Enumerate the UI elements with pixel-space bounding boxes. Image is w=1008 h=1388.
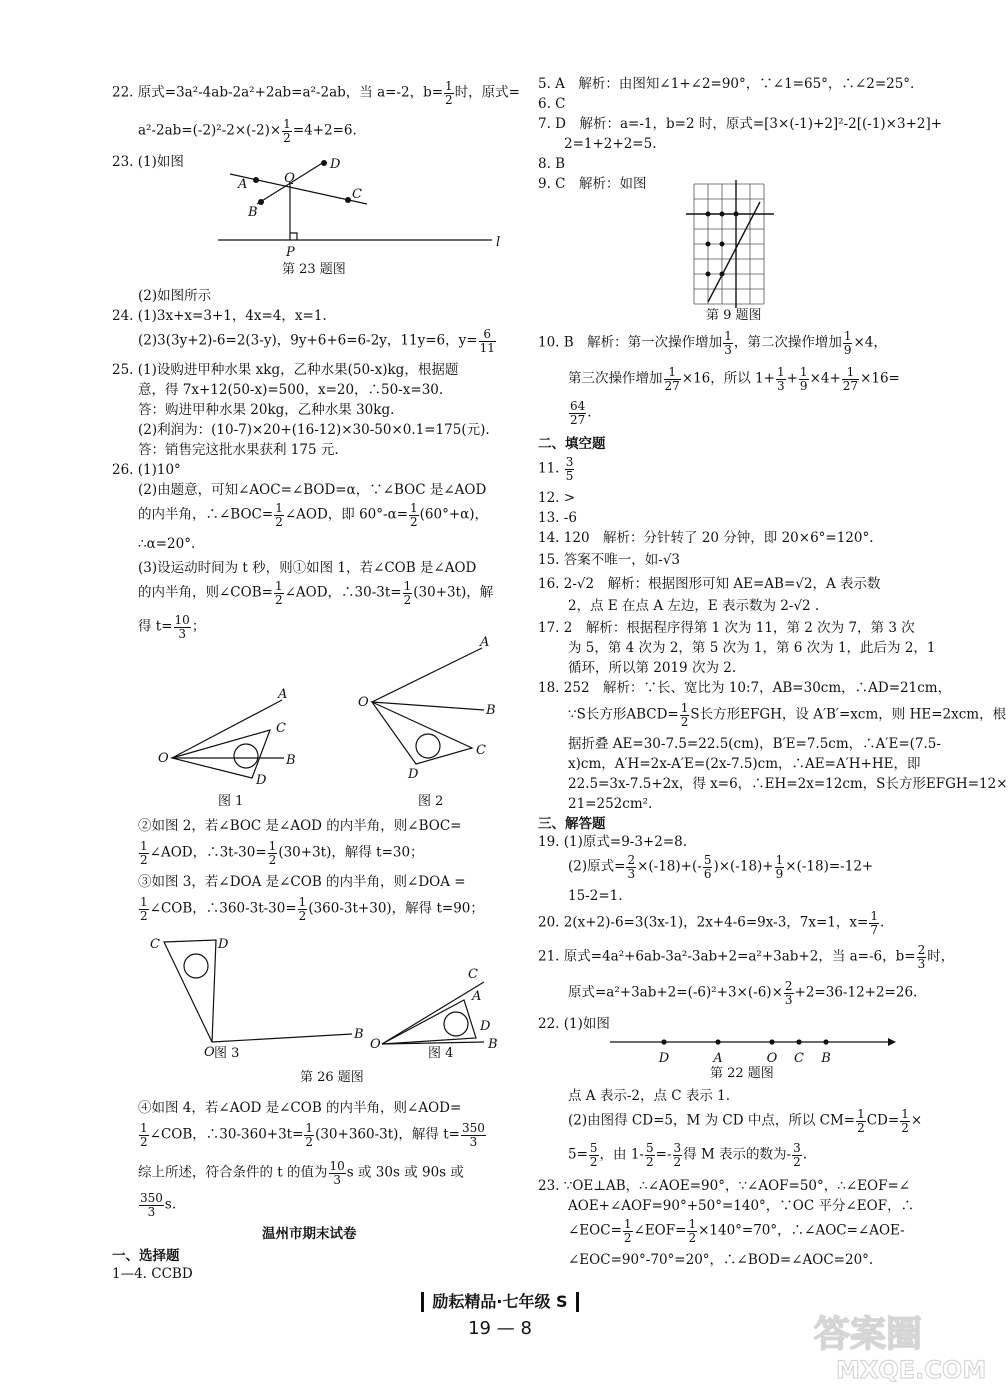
r10-line1: 10. B 解析：第一次操作增加 $\frac{1}{3}$ ，第二次操作增加 $\frac{1}{9}$ ×4， — [538, 329, 887, 357]
figure-26-2 — [352, 630, 502, 780]
q26-line6: 的内半角，则∠COB= $\frac{1}{2}$ ∠AOD，∴30-3t= $\frac{1}{2}$ (30+3t)，解 — [138, 579, 494, 607]
label-P: P — [286, 245, 295, 260]
q23-part1: 23. (1)如图 — [112, 154, 184, 170]
r16-line2: 2，点 E 在点 A 左边，E 表示数为 2-√2 . — [568, 598, 820, 614]
q23-part2: (2)如图所示 — [138, 288, 212, 304]
q26-line4: ∴α=20°. — [138, 536, 196, 552]
svg-text:D: D — [480, 1019, 491, 1034]
q26-line1: 26. (1)10° — [112, 462, 181, 478]
q25-line3: 答：购进甲种水果 20kg，乙种水果 30kg. — [138, 402, 395, 418]
r10-line3: $\frac{64}{27}$ . — [570, 399, 592, 427]
point-A — [253, 177, 259, 183]
svg-text:MXQE.COM: MXQE.COM — [836, 1356, 987, 1384]
book-brand: 励耘精品·七年级 S — [421, 1292, 578, 1312]
svg-text:D: D — [408, 767, 419, 782]
right-angle-mark — [290, 233, 297, 240]
q25-line4: (2)利润为：(10-7)×20+(16-12)×30-50×0.1=175(元). — [138, 422, 490, 438]
svg-text:C: C — [150, 937, 160, 952]
r22-part1: 22. (1)如图 — [538, 1016, 610, 1032]
q26-case4-line1: ④如图 4，若∠AOD 是∠COB 的内半角，则∠AOD= — [138, 1100, 462, 1116]
svg-text:A: A — [472, 989, 482, 1004]
r18-line4: x)cm，A′H=2x-A′E=(2x-7.5)cm，∴AE=A′H+HE，即 — [568, 756, 921, 772]
svg-text:B: B — [486, 703, 496, 718]
r19-line2: (2)原式= $\frac{2}{3}$ ×(-18)+(- $\frac{5}{6}$ )×(-18)+ $\frac{1}{9}$ ×(-18)=-12+ — [568, 853, 874, 881]
svg-text:D: D — [658, 1051, 670, 1066]
point-D — [321, 160, 327, 166]
r22-line3: (2)由图得 CD=5，M 为 CD 中点，所以 CM= $\frac{1}{2}$ CD= $\frac{1}{2}$ × — [568, 1107, 923, 1135]
figure-26-1 — [152, 674, 302, 788]
fig1-caption: 图 1 — [218, 794, 244, 809]
svg-text:C: C — [794, 1051, 804, 1066]
q26-case3-line1: ③如图 3，若∠DOA 是∠COB 的内半角，则∠DOA = — [138, 874, 466, 890]
section-solve: 三、解答题 — [538, 816, 606, 832]
r7-line1: 7. D 解析：a=-1，b=2 时，原式=[3×(-1)+2]²-2[(-1)×3+2]+ — [538, 116, 943, 132]
watermark-logo — [806, 1306, 992, 1384]
q26-case2-line1: ②如图 2，若∠BOC 是∠AOD 的内半角，则∠BOC= — [138, 818, 462, 834]
svg-text:C: C — [476, 743, 486, 758]
r21-line2: 原式=a²+3ab+2=(-6)²+3×(-6)× $\frac{2}{3}$ +2=36-12+2=26. — [568, 979, 918, 1007]
r15: 15. 答案不唯一，如-√3 — [538, 552, 681, 568]
svg-text:B: B — [821, 1051, 831, 1066]
r6: 6. C — [538, 96, 566, 112]
r23-line2: AOE+∠AOF=90°+50°=140°，∵OC 平分∠EOF，∴ — [568, 1198, 915, 1214]
r22-line4: 5= $\frac{5}{2}$ ，由 1- $\frac{5}{2}$ =- $\frac{3}{2}$ 得 M 表示的数为- $\frac{3}{2}$ . — [568, 1141, 808, 1169]
label-B: B — [248, 205, 258, 220]
r20: 20. 2(x+2)-6=3(3x-1)，2x+4-6=9x-3，7x=1，x= $\frac{1}{7}$ . — [538, 909, 885, 937]
svg-text:O: O — [204, 1045, 215, 1060]
fig22-caption: 第 22 题图 — [710, 1066, 774, 1081]
point-B — [258, 199, 264, 205]
point-C — [345, 197, 351, 203]
r7-line2: 2=1+2+2=5. — [564, 136, 657, 152]
figure-9 — [684, 180, 780, 310]
q25-line2: 意，得 7x+12(50-x)=500，x=20，∴50-x=30. — [138, 382, 444, 398]
fig3-caption: 图 3 — [214, 1046, 240, 1061]
r9: 9. C 解析：如图 — [538, 176, 647, 192]
r11: 11. $\frac{3}{5}$ — [538, 455, 574, 483]
r13: 13. -6 — [538, 510, 577, 526]
fig23-caption: 第 23 题图 — [282, 262, 346, 277]
q22-line1: 22. 原式=3a²-4ab-2a²+2ab=a²-2ab，当 a=-2，b= $\frac{1}{2}$ 时，原式= — [112, 79, 520, 107]
q26-line5: (3)设运动时间为 t 秒，则①如图 1，若∠COB 是∠AOD — [138, 560, 477, 576]
section-fill: 二、填空题 — [538, 436, 606, 452]
r17-line1: 17. 2 解析：根据程序得第 1 次为 11，第 2 次为 7，第 3 次 — [538, 620, 915, 636]
q26-line2: (2)由题意，可知∠AOC=∠BOD=α，∵∠BOC 是∠AOD — [138, 482, 487, 498]
r18-line3: 据折叠 AE=30-7.5=22.5(cm)，B′E=7.5cm，∴A′E=(7.5- — [568, 736, 941, 752]
svg-text:D: D — [218, 937, 229, 952]
q22-line2: a²-2ab=(-2)²-2×(-2)× $\frac{1}{2}$ =4+2=6. — [138, 117, 357, 145]
r14: 14. 120 解析：分针转了 20 分钟，即 20×6°=120°. — [538, 530, 874, 546]
svg-text:B: B — [354, 1027, 364, 1042]
q26-case3-line2: $\frac{1}{2}$ ∠COB，∴360-3t-30= $\frac{1}{2}$ (360-3t+30)，解得 t=90； — [140, 895, 484, 923]
r19-line1: 19. (1)原式=9-3+2=8. — [538, 834, 688, 850]
r23-line3: ∠EOC= $\frac{1}{2}$ ∠EOF= $\frac{1}{2}$ ×140°=70°，∴∠AOC=∠AOE- — [568, 1217, 905, 1245]
svg-text:C: C — [276, 721, 286, 736]
r23-line4: ∠EOC=90°-70°=20°，∴∠BOD=∠AOC=20°. — [568, 1252, 874, 1268]
r5: 5. A 解析：由图知∠1+∠2=90°，∵∠1=65°，∴∠2=25°. — [538, 76, 915, 92]
svg-text:A: A — [480, 635, 490, 650]
svg-text:A: A — [278, 687, 288, 702]
q26-case4-line2: $\frac{1}{2}$ ∠COB，∴30-360+3t= $\frac{1}{2}$ (30+360-3t)，解得 t= $\frac{350}{3}$ — [140, 1121, 485, 1149]
svg-text:O: O — [358, 695, 369, 710]
r18-line5: 22.5=3x-7.5+2x，得 x=6，∴EH=2x=12cm，S长方形EFGH=12× — [568, 776, 1008, 792]
r19-line3: 15-2=1. — [568, 888, 623, 904]
fraction: $\frac{1}{2}$ — [445, 79, 453, 107]
r16-line1: 16. 2-√2 解析：根据图形可知 AE=AB=√2，A 表示数 — [538, 576, 881, 592]
r18-line1: 18. 252 解析：∵长、宽比为 10:7，AB=30cm，∴AD=21cm， — [538, 680, 952, 696]
q26-case2-line2: $\frac{1}{2}$ ∠AOD，∴3t-30= $\frac{1}{2}$ (30+3t)，解得 t=30； — [140, 839, 424, 867]
label-A: A — [238, 177, 248, 192]
r12: 12. > — [538, 490, 576, 506]
r18-line6: 21=252cm². — [568, 796, 653, 812]
r17-line2: 为 5，第 4 次为 2，第 5 次为 1，第 6 次为 1，此后为 2，1 — [568, 640, 936, 656]
mc-answers: 1—4. CCBD — [112, 1266, 193, 1282]
q24-part2: (2)3(3y+2)-6=2(3-y)，9y+6+6=6-2y，11y=6，y= $\frac{6}{11}$ — [138, 327, 495, 355]
svg-text:B: B — [286, 753, 296, 768]
r22-line2: 点 A 表示-2，点 C 表示 1. — [568, 1088, 731, 1104]
r8: 8. B — [538, 156, 566, 172]
svg-text:O: O — [158, 751, 169, 766]
fig9-caption: 第 9 题图 — [706, 308, 762, 323]
q26-summary: 综上所述，符合条件的 t 的值为 $\frac{10}{3}$ s 或 30s 或 90s 或 — [138, 1159, 464, 1187]
label-C: C — [352, 187, 362, 202]
svg-text:C: C — [468, 967, 478, 982]
fig4-caption: 图 4 — [428, 1046, 454, 1061]
label-Q: Q — [284, 171, 295, 186]
fig26-caption: 第 26 题图 — [300, 1070, 364, 1085]
q25-line5: 答：销售完这批水果获利 175 元. — [138, 442, 339, 458]
r17-line3: 循环，所以第 2019 次为 2. — [568, 660, 737, 676]
q26-summary-end: $\frac{350}{3}$ s. — [140, 1191, 177, 1219]
svg-text:O: O — [370, 1037, 381, 1052]
exam-title: 温州市期末试卷 — [262, 1226, 357, 1242]
fig2-caption: 图 2 — [418, 794, 444, 809]
svg-text:A: A — [713, 1051, 723, 1066]
page-number: 19 — 8 — [468, 1318, 532, 1339]
label-l: l — [496, 235, 501, 250]
section-choice: 一、选择题 — [112, 1248, 180, 1264]
q26-line7: 得 t= $\frac{10}{3}$ ； — [138, 613, 206, 641]
r21-line1: 21. 原式=4a²+6ab-3a²-3ab+2=a²+3ab+2，当 a=-6，b= $\frac{2}{3}$ 时， — [538, 943, 955, 971]
r18-line2: ∵S长方形ABCD= $\frac{1}{2}$ S长方形EFGH，设 A′B′=xcm，则 HE=2xcm，根 — [568, 701, 1007, 729]
figure-22-number-line — [608, 1032, 898, 1066]
q25-line1: 25. (1)设购进甲种水果 xkg，乙种水果(50-x)kg，根据题 — [112, 362, 459, 378]
svg-text:D: D — [256, 773, 267, 788]
figure-23 — [212, 158, 512, 258]
svg-text:B: B — [488, 1037, 498, 1052]
q26-line3: 的内半角，∴∠BOC= $\frac{1}{2}$ ∠AOD，即 60°-α= $\frac{1}{2}$ (60°+α)， — [138, 501, 489, 529]
svg-text:O: O — [766, 1051, 778, 1066]
label-D: D — [330, 157, 341, 172]
q24-part1: 24. (1)3x+x=3+1，4x=4，x=1. — [112, 308, 327, 324]
r23-line1: 23. ∵OE⊥AB，∴∠AOE=90°，∵∠AOF=50°，∴∠EOF=∠ — [538, 1178, 911, 1194]
svg-text:答案圈: 答案圈 — [814, 1314, 923, 1355]
r10-line2: 第三次操作增加 $\frac{1}{27}$ ×16，所以 1+ $\frac{1}{3}$ + $\frac{1}{9}$ ×4+ $\frac{1}{27}$ ×16= — [568, 365, 900, 393]
